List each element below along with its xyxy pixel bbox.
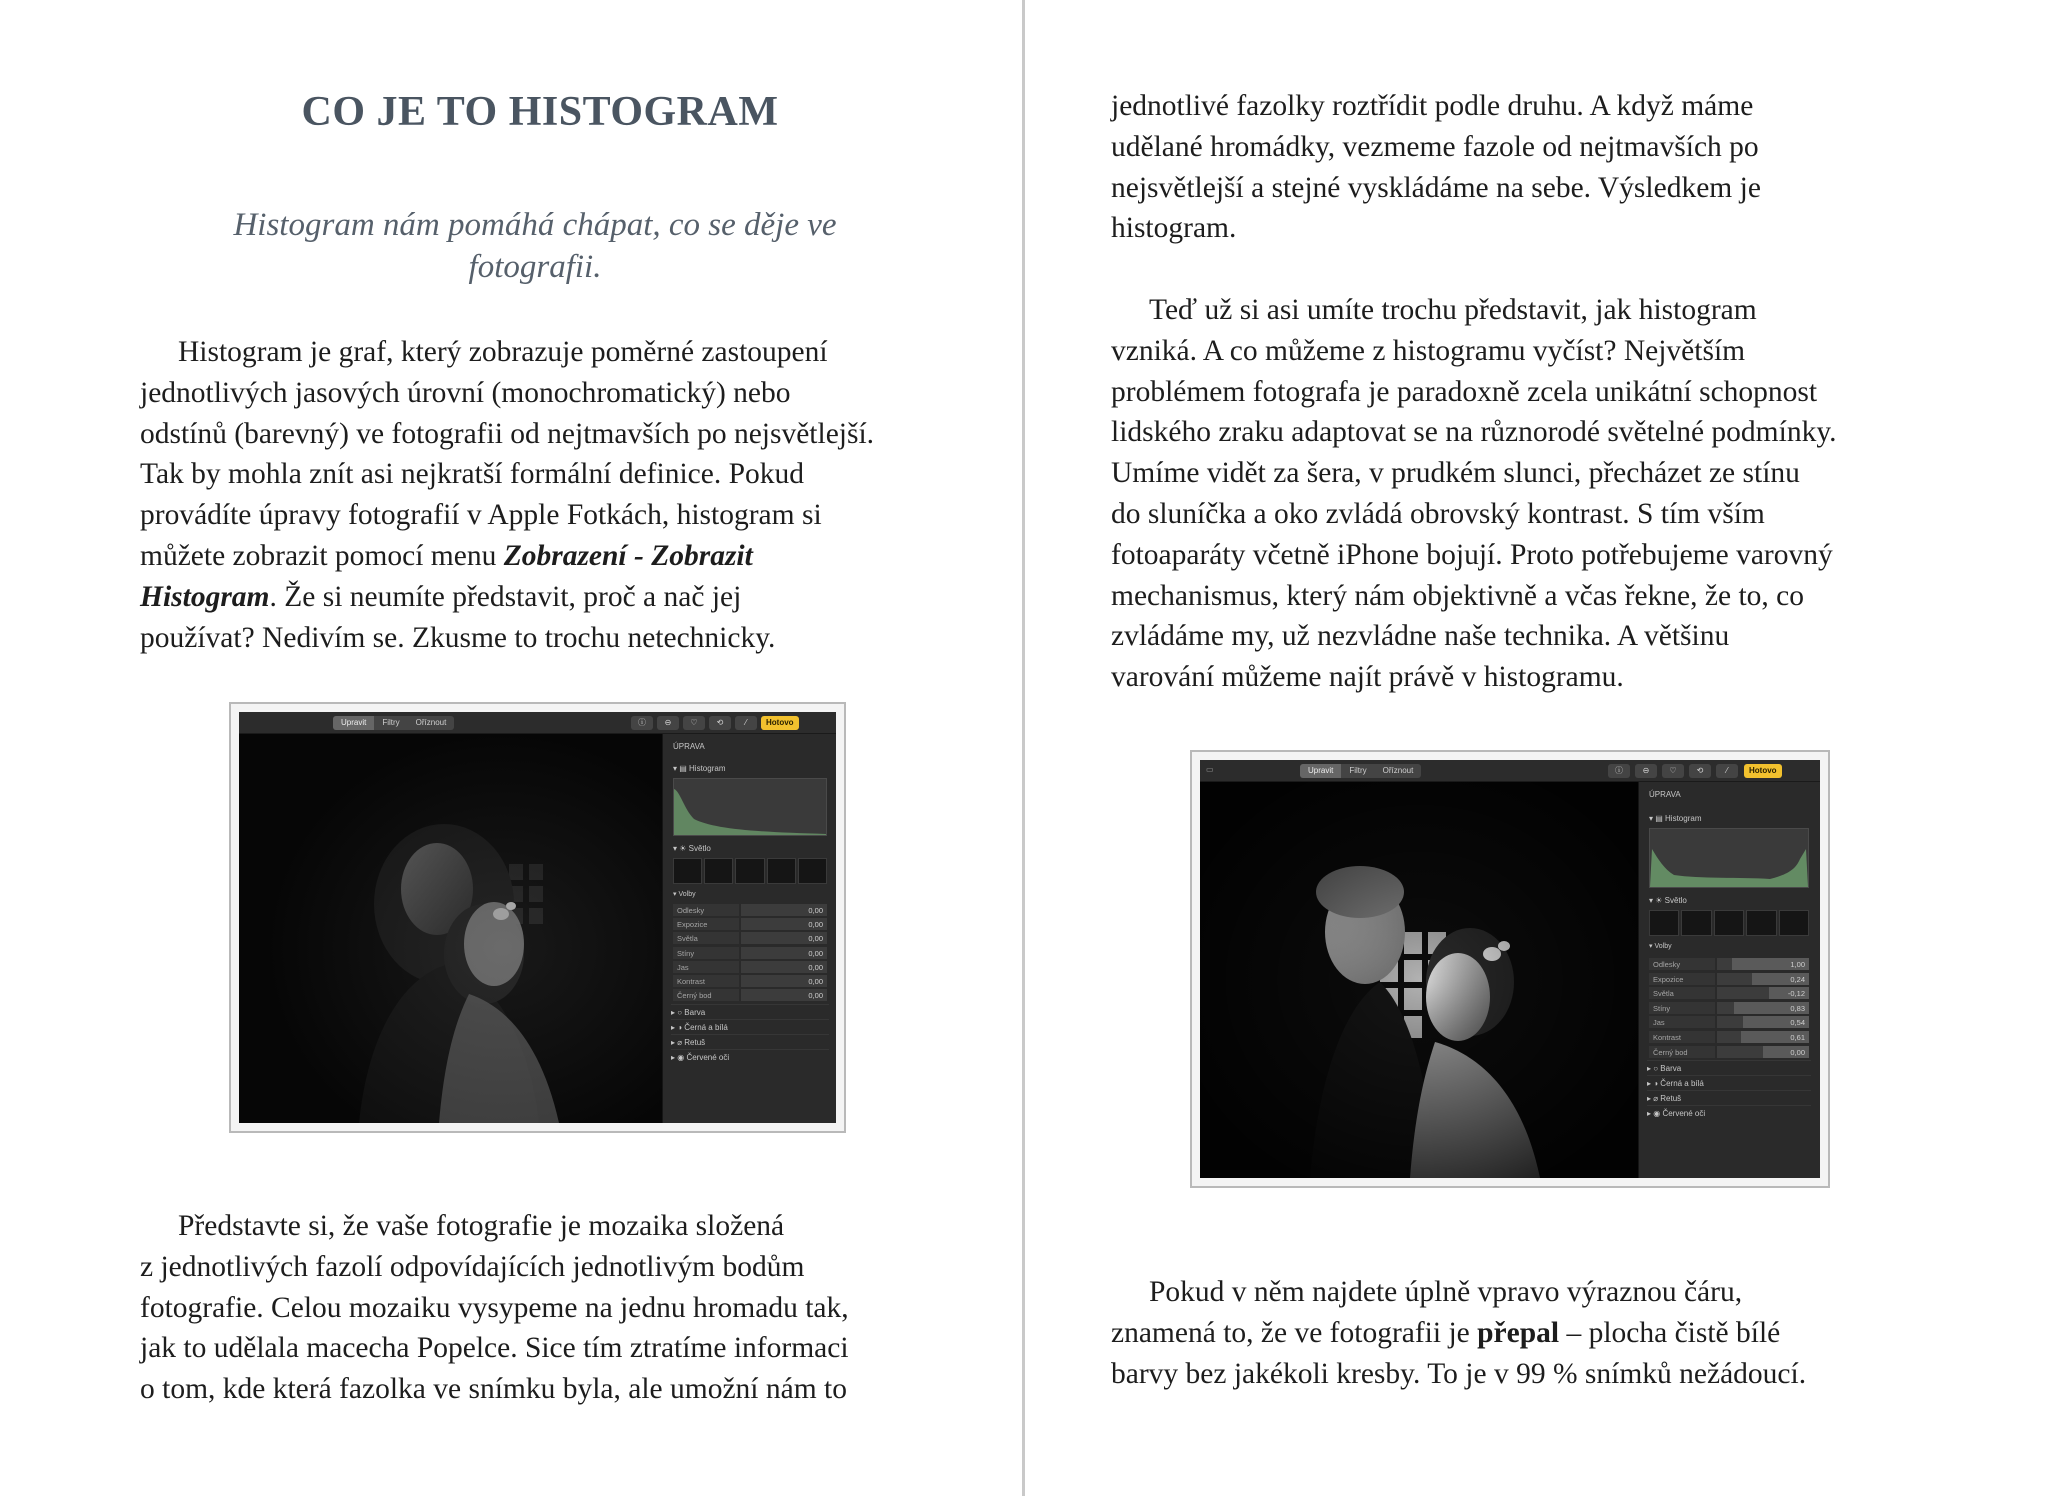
slider-label: Stíny — [673, 947, 739, 959]
adjust-section[interactable] — [1647, 1105, 1811, 1121]
slider-label: Expozice — [1649, 973, 1715, 985]
text-line: Pokud v něm najdete úplně vpravo výraznou čáru, — [1149, 1276, 1743, 1308]
text-span: znamená to, že ve fotografii je — [1111, 1316, 1478, 1349]
sidebar-toggle-icon[interactable]: ▭ — [1206, 765, 1214, 774]
slider-row[interactable] — [1649, 1002, 1809, 1015]
light-label: Světlo — [688, 844, 711, 853]
slider-value: 0,00 — [808, 920, 823, 930]
options-label: Volby — [678, 891, 696, 898]
section-icon: ▸ ⌀ — [671, 1038, 685, 1047]
text-line: provádíte úpravy fotografií v Apple Fotkách, histogram si — [140, 499, 822, 532]
menu-path: Histogram — [140, 580, 270, 613]
section-label: Retuš — [1660, 1094, 1682, 1103]
slider-row[interactable] — [673, 918, 827, 931]
page-title: CO JE TO HISTOGRAM — [301, 89, 779, 135]
slider-value: 0,24 — [1790, 974, 1805, 984]
photo-preview — [1200, 782, 1640, 1178]
text-line: Umíme vidět za šera, v prudkém slunci, přecházet ze stínu — [1111, 457, 1800, 490]
editor-toolbar — [239, 712, 836, 734]
subtitle-line: fotografii. — [468, 249, 602, 285]
light-header[interactable]: ▾ ☀ Světlo — [673, 844, 711, 853]
text-span: – plocha čistě bílé — [1559, 1316, 1781, 1349]
histogram-chart — [673, 778, 827, 836]
section-icon: ▸ ◉ — [671, 1053, 687, 1062]
slider-label: Kontrast — [1649, 1031, 1715, 1043]
options-header[interactable]: ▾ Volby — [1649, 943, 1672, 950]
histogram-label: Histogram — [689, 764, 726, 773]
text-line: fotoaparáty včetně iPhone bojují. Proto potřebujeme varovný — [1111, 538, 1833, 571]
tab-adjust[interactable]: Upravit — [333, 716, 374, 730]
slider-value: -0,12 — [1787, 989, 1805, 999]
photo-preview — [239, 734, 664, 1123]
section-label: Barva — [1660, 1064, 1682, 1073]
adjust-section[interactable] — [1647, 1060, 1811, 1076]
rotate-icon[interactable]: ⟲ — [709, 716, 731, 730]
text-line: používat? Nedivím se. Zkusme to trochu netechnicky. — [140, 621, 776, 654]
adjust-panel — [662, 734, 836, 1123]
text-line: nejsvětlejší a stejné vyskládáme na sebe. Výsledkem je — [1111, 171, 1761, 204]
slider-label: Světla — [673, 932, 739, 944]
heart-icon[interactable]: ♡ — [1662, 764, 1684, 778]
light-header[interactable]: ▾ ☀ Světlo — [1649, 896, 1687, 905]
slider-row[interactable] — [673, 989, 827, 1002]
left-page — [0, 0, 1022, 1496]
section-label: Černá a bílá — [1660, 1079, 1704, 1088]
section-label: Červené oči — [1662, 1109, 1706, 1118]
slider-row[interactable] — [1649, 973, 1809, 986]
section-label: Retuš — [684, 1038, 706, 1047]
slider-label: Odlesky — [1649, 958, 1715, 970]
text-line: varování můžeme najít právě v histogramu. — [1111, 661, 1624, 694]
text-line: udělané hromádky, vezmeme fazole od nejtmavších po — [1111, 130, 1759, 163]
text-line: fotografie. Celou mozaiku vysypeme na jednu hromadu tak, — [140, 1291, 849, 1324]
text-line — [1111, 1313, 1806, 1354]
rotate-icon[interactable]: ⟲ — [1689, 764, 1711, 778]
paragraph — [140, 332, 874, 658]
text-line: problémem fotografa je paradoxně zcela unikátní schopnost — [1111, 375, 1818, 408]
text-span: můžete zobrazit pomocí menu — [140, 539, 504, 572]
done-button[interactable]: Hotovo — [1744, 764, 1782, 778]
slider-label: Jas — [1649, 1016, 1715, 1028]
page-subtitle — [170, 204, 900, 288]
adjust-section[interactable] — [671, 1049, 829, 1065]
text-line — [140, 536, 874, 577]
slider-row[interactable] — [1649, 958, 1809, 971]
text-line: jednotlivé fazolky roztřídit podle druhu. A když máme — [1111, 90, 1754, 122]
slider-label: Jas — [673, 961, 739, 973]
magic-wand-icon[interactable]: ⁄ — [1716, 764, 1738, 778]
tab-filters[interactable]: Filtry — [382, 718, 400, 727]
section-label: Barva — [684, 1008, 706, 1017]
slider-row[interactable] — [673, 961, 827, 974]
slider-value: 0,83 — [1790, 1003, 1805, 1013]
subtitle-line: Histogram nám pomáhá chápat, co se děje ve — [233, 207, 837, 243]
text-line: mechanismus, který nám objektivně a včas řekne, že to, co — [1111, 579, 1805, 612]
slider-label: Stíny — [1649, 1002, 1715, 1014]
magic-wand-icon[interactable]: ⁄ — [735, 716, 757, 730]
panel-title: ÚPRAVA — [1649, 790, 1681, 799]
zoom-out-icon[interactable]: ⊖ — [657, 716, 679, 730]
adjust-panel — [1638, 782, 1820, 1178]
histogram-header[interactable]: ▾ ▤ Histogram — [1649, 814, 1702, 823]
text-line: lidského zraku adaptovat se na různorodé světelné podmínky. — [1111, 416, 1837, 449]
slider-value: 0,61 — [1790, 1033, 1805, 1042]
adjust-section[interactable] — [671, 1004, 829, 1020]
editor-toolbar — [1200, 760, 1820, 782]
slider-value: 1,00 — [1790, 960, 1805, 969]
slider-label: Odlesky — [673, 904, 739, 916]
histogram-header[interactable]: ▾ ▤ Histogram — [673, 764, 726, 773]
section-icon: ▸ ◑ — [671, 1023, 685, 1032]
histogram-curve — [1650, 829, 1808, 887]
text-line: jednotlivých jasových úrovní (monochromatický) nebo — [140, 376, 791, 409]
slider-row[interactable] — [673, 932, 827, 945]
editor-screenshot — [1190, 750, 1830, 1188]
slider-value: 0,00 — [808, 948, 823, 958]
text-line: Představte si, že vaše fotografie je mozaika složená — [178, 1210, 785, 1242]
text-line: odstínů (barevný) ve fotografii od nejtmavších po nejsvětlejší. — [140, 417, 875, 450]
paragraph — [1111, 1272, 1806, 1394]
tab-adjust[interactable]: Upravit — [1300, 764, 1341, 778]
slider-row[interactable] — [673, 904, 827, 917]
slider-value: 0,00 — [808, 962, 823, 972]
photos-editor — [1200, 760, 1820, 1178]
section-label: Černá a bílá — [684, 1023, 728, 1032]
text-line: vzniká. A co můžeme z histogramu vyčíst? Největším — [1111, 334, 1746, 367]
slider-value: 0,00 — [808, 991, 823, 1001]
paragraph — [1111, 86, 1761, 249]
right-page — [1026, 0, 2048, 1496]
light-label: Světlo — [1664, 896, 1687, 905]
adjust-section[interactable] — [1647, 1075, 1811, 1091]
zoom-out-icon[interactable]: ⊖ — [1635, 764, 1657, 778]
section-icon: ▸ ◉ — [1647, 1109, 1663, 1118]
slider-label: Expozice — [673, 918, 739, 930]
slider-value: 0,00 — [808, 934, 823, 944]
slider-value: 0,54 — [1790, 1018, 1805, 1028]
text-line: Teď už si asi umíte trochu představit, jak histogram — [1149, 294, 1757, 326]
panel-title: ÚPRAVA — [673, 742, 705, 751]
slider-row[interactable] — [1649, 987, 1809, 1000]
tab-filters[interactable]: Filtry — [1349, 766, 1367, 775]
paragraph — [140, 1206, 849, 1410]
histogram-chart — [1649, 828, 1809, 888]
slider-row[interactable] — [1649, 1046, 1809, 1059]
section-icon: ▸ ⌀ — [1647, 1094, 1661, 1103]
adjust-section[interactable] — [671, 1034, 829, 1050]
text-line: histogram. — [1111, 212, 1237, 245]
section-icon: ▸ ○ — [671, 1008, 685, 1017]
options-label: Volby — [1654, 943, 1672, 950]
options-header[interactable]: ▾ Volby — [673, 891, 696, 898]
text-line: Histogram je graf, který zobrazuje poměrné zastoupení — [178, 336, 828, 368]
slider-value: 0,00 — [808, 977, 823, 986]
text-line: do sluníčka a oko zvládá obrovský kontrast. S tím vším — [1111, 497, 1765, 530]
text-line — [140, 577, 874, 618]
editor-screenshot — [229, 702, 846, 1133]
book-spine — [1022, 0, 1025, 1496]
slider-row[interactable] — [1649, 1016, 1809, 1029]
text-line: jak to udělala macecha Popelce. Sice tím ztratíme informaci — [140, 1332, 849, 1365]
paragraph — [1111, 290, 1837, 698]
text-line: o tom, kde která fazolka ve snímku byla, ale umožní nám to — [140, 1373, 847, 1406]
histogram-curve — [674, 779, 826, 835]
text-span: . Že si neumíte představit, proč a nač jej — [269, 580, 742, 613]
slider-row[interactable] — [673, 975, 827, 988]
photos-editor — [239, 712, 836, 1123]
done-button[interactable]: Hotovo — [761, 716, 799, 730]
section-icon: ▸ ◑ — [1647, 1079, 1661, 1088]
menu-path: Zobrazení - Zobrazit — [503, 539, 753, 572]
heart-icon[interactable]: ♡ — [683, 716, 705, 730]
slider-label: Černý bod — [673, 989, 739, 1001]
text-line: barvy bez jakékoli kresby. To je v 99 % snímků nežádoucí. — [1111, 1357, 1807, 1390]
adjust-section[interactable] — [671, 1019, 829, 1035]
adjust-section[interactable] — [1647, 1090, 1811, 1106]
slider-row[interactable] — [1649, 1031, 1809, 1044]
tab-crop[interactable]: Oříznout — [1382, 766, 1414, 775]
histogram-label: Histogram — [1665, 814, 1702, 823]
slider-label: Světla — [1649, 987, 1715, 999]
info-icon[interactable]: ⓘ — [1608, 764, 1630, 778]
section-label: Červené oči — [686, 1053, 730, 1062]
couple-photo — [239, 734, 664, 1123]
slider-value: 0,00 — [808, 906, 823, 915]
text-line: Tak by mohla znít asi nejkratší formální definice. Pokud — [140, 458, 804, 491]
slider-row[interactable] — [673, 947, 827, 960]
light-thumbnails[interactable] — [673, 858, 827, 884]
text-line: zvládáme my, už nezvládne naše technika. A většinu — [1111, 620, 1730, 653]
edit-tabs — [333, 716, 454, 730]
slider-value: 0,00 — [1790, 1047, 1805, 1057]
bold-term: přepal — [1477, 1316, 1560, 1349]
edit-tabs — [1300, 764, 1421, 778]
text-line: z jednotlivých fazolí odpovídajících jednotlivým bodům — [140, 1250, 805, 1283]
section-icon: ▸ ○ — [1647, 1064, 1661, 1073]
tab-crop[interactable]: Oříznout — [415, 718, 447, 727]
slider-label: Kontrast — [673, 975, 739, 987]
couple-photo — [1200, 782, 1640, 1178]
light-thumbnails[interactable] — [1649, 910, 1809, 936]
slider-label: Černý bod — [1649, 1046, 1715, 1058]
info-icon[interactable]: ⓘ — [631, 716, 653, 730]
